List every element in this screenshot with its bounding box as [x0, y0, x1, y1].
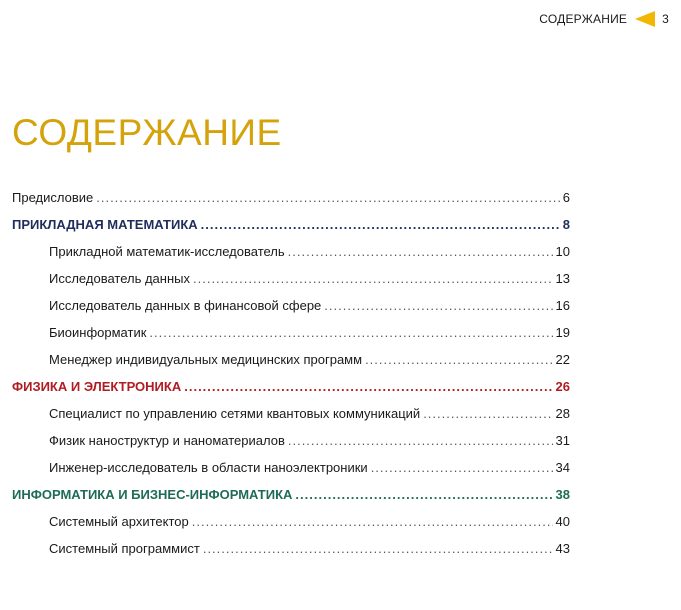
dot-leader — [192, 514, 553, 529]
dot-leader — [201, 217, 560, 232]
toc-entry-label: Предисловие — [12, 190, 94, 205]
toc-entry[interactable] — [12, 541, 570, 568]
toc-section-page: 26 — [555, 379, 570, 394]
toc-entry-page: 13 — [555, 271, 570, 286]
toc-entry-page: 34 — [555, 460, 570, 475]
running-head — [539, 11, 669, 27]
dot-leader — [149, 325, 552, 340]
toc-section-page: 38 — [555, 487, 570, 502]
dot-leader — [203, 541, 553, 556]
page-title: СОДЕРЖАНИЕ — [12, 112, 282, 153]
toc-entry-page: 28 — [555, 406, 570, 421]
toc-entry-page: 31 — [555, 433, 570, 448]
toc-entry[interactable] — [12, 460, 570, 487]
toc-entry[interactable] — [12, 433, 570, 460]
toc-entry-page: 43 — [555, 541, 570, 556]
toc-section-label: ИНФОРМАТИКА И БИЗНЕС-ИНФОРМАТИКА — [12, 487, 293, 502]
toc-entry[interactable] — [12, 406, 570, 433]
running-head-title: СОДЕРЖАНИЕ — [539, 12, 628, 26]
toc-entry[interactable] — [12, 271, 570, 298]
dot-leader — [295, 487, 552, 502]
toc-section-applied-math[interactable] — [12, 217, 570, 244]
dot-leader — [288, 244, 553, 259]
dot-leader — [365, 352, 552, 367]
dot-leader — [371, 460, 553, 475]
toc-entry-label: Физик наноструктур и наноматериалов — [49, 433, 285, 448]
toc-entry[interactable] — [12, 325, 570, 352]
toc-entry-preface[interactable] — [12, 190, 570, 217]
toc-entry-label: Специалист по управлению сетями квантовых коммуникаций — [49, 406, 421, 421]
toc-entry[interactable] — [12, 352, 570, 379]
dot-leader — [184, 379, 552, 394]
toc-entry[interactable] — [12, 244, 570, 271]
toc-entry-label: Системный программист — [49, 541, 200, 556]
table-of-contents — [12, 190, 570, 568]
toc-section-informatics[interactable] — [12, 487, 570, 514]
toc-entry-label: Биоинформатик — [49, 325, 147, 340]
toc-section-label: ПРИКЛАДНАЯ МАТЕМАТИКА — [12, 217, 198, 232]
toc-section-page: 8 — [562, 217, 570, 232]
toc-entry-label: Инженер-исследователь в области наноэлектроники — [49, 460, 368, 475]
dot-leader — [423, 406, 552, 421]
running-head-page-number: 3 — [662, 12, 669, 26]
dot-leader — [324, 298, 552, 313]
toc-entry[interactable] — [12, 514, 570, 541]
toc-entry-page: 6 — [562, 190, 570, 205]
dot-leader — [288, 433, 553, 448]
toc-entry[interactable] — [12, 298, 570, 325]
toc-entry-page: 10 — [555, 244, 570, 259]
toc-entry-page: 16 — [555, 298, 570, 313]
toc-entry-label: Исследователь данных в финансовой сфере — [49, 298, 322, 313]
toc-entry-label: Исследователь данных — [49, 271, 190, 286]
toc-entry-label: Прикладной математик-исследователь — [49, 244, 285, 259]
dot-leader — [193, 271, 553, 286]
toc-section-label: ФИЗИКА И ЭЛЕКТРОНИКА — [12, 379, 182, 394]
toc-entry-label: Менеджер индивидуальных медицинских программ — [49, 352, 363, 367]
dot-leader — [96, 190, 560, 205]
toc-entry-page: 22 — [555, 352, 570, 367]
toc-entry-label: Системный архитектор — [49, 514, 189, 529]
toc-entry-page: 40 — [555, 514, 570, 529]
toc-entry-page: 19 — [555, 325, 570, 340]
triangle-left-icon — [635, 11, 655, 27]
toc-section-physics-electronics[interactable] — [12, 379, 570, 406]
